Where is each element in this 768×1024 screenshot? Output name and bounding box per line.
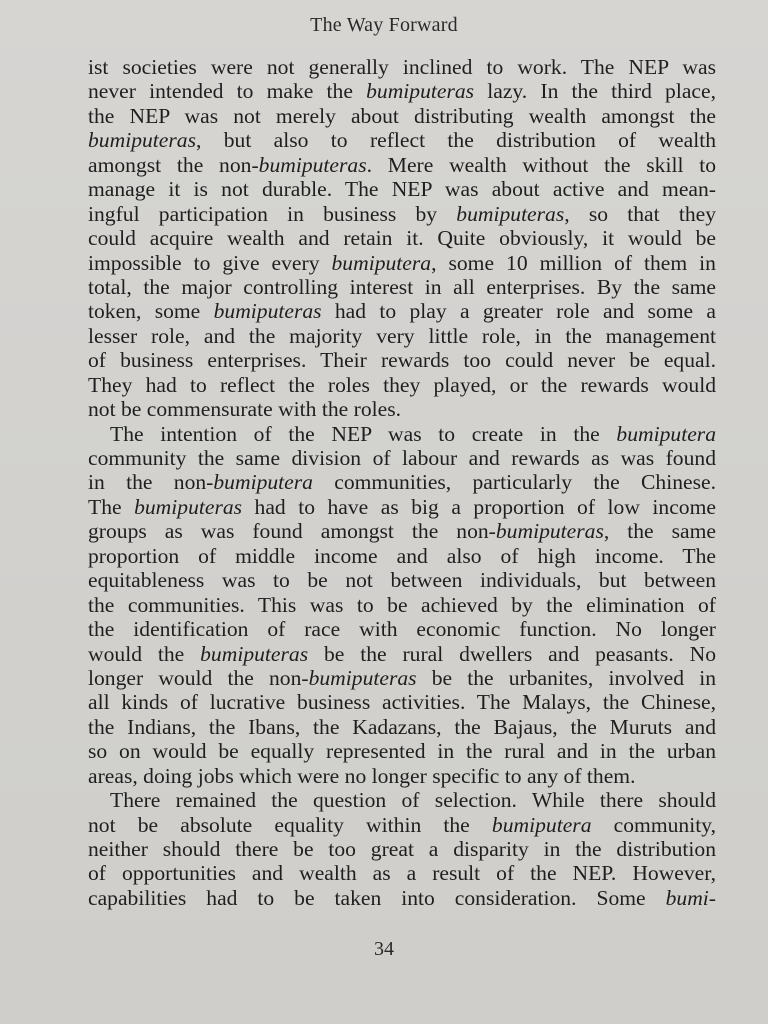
italic-term: bumiputera (331, 250, 432, 275)
text-run: never intended to make the (88, 79, 367, 104)
text-run: ingful participation in business by (88, 201, 457, 226)
italic-term: bumiputeras (213, 299, 322, 324)
text-run: be the urbanites, involved in (416, 665, 716, 690)
page-number: 34 (374, 938, 394, 960)
text-run: would the (88, 641, 201, 666)
text-line (88, 593, 716, 617)
text-line (88, 422, 716, 446)
text-line (88, 886, 716, 910)
text-run: groups as was found amongst the non- (88, 519, 496, 544)
text-run: The intention of the NEP was to create in the (110, 421, 617, 446)
text-run: ist societies were not generally inclined to work. The NEP was (88, 55, 716, 79)
text-line (88, 470, 716, 494)
italic-term: bumiputera (491, 812, 592, 837)
text-line (88, 177, 716, 201)
text-line (88, 764, 716, 788)
text-line (88, 861, 716, 885)
text-run: proportion of middle income and also of high income. The (88, 543, 716, 568)
text-line (88, 813, 716, 837)
italic-term: bumiputeras (308, 665, 417, 690)
text-run: could acquire wealth and retain it. Quite obviously, it would be (88, 226, 716, 251)
text-run: of business enterprises. Their rewards too could never be equal. (88, 348, 716, 373)
text-line (88, 299, 716, 323)
text-run: had to have as big a proportion of low income (242, 494, 716, 519)
text-run: , but also to reflect the distribution of wealth (195, 128, 716, 153)
text-run: the NEP was not merely about distributing wealth amongst the (88, 103, 716, 128)
text-run: of opportunities and wealth as a result of the NEP. However, (88, 861, 716, 886)
text-run: the identification of race with economic function. No longer (88, 617, 716, 642)
text-line (88, 495, 716, 519)
text-line (88, 251, 716, 275)
italic-term: bumiputeras (456, 201, 565, 226)
text-line (88, 568, 716, 592)
text-line (88, 690, 716, 714)
text-run: community, (591, 812, 717, 837)
text-run: There remained the question of selection. While there should (110, 788, 716, 813)
text-line (88, 153, 716, 177)
text-run: communities, particularly the Chinese. (312, 470, 716, 495)
text-line (88, 715, 716, 739)
text-run: capabilities had to be taken into consideration. Some (88, 885, 666, 910)
text-run: all kinds of lucrative business activities. The Malays, the Chinese, (88, 690, 716, 715)
italic-term: bumiputeras (134, 494, 243, 519)
italic-term: bumiputeras (200, 641, 309, 666)
italic-term: bumiputera (213, 470, 313, 495)
text-run: the communities. This was to be achieved by the elimination of (88, 592, 716, 617)
text-run: in the non- (88, 470, 214, 495)
text-line (88, 617, 716, 641)
text-line (88, 79, 716, 103)
text-run: , some 10 million of them in (431, 250, 716, 275)
text-run: not be commensurate with the roles. (88, 397, 402, 422)
text-run: be the rural dwellers and peasants. No (308, 641, 716, 666)
text-run: . Mere wealth without the skill to (366, 152, 716, 177)
text-line (88, 837, 716, 861)
text-line (88, 55, 716, 79)
text-run: equitableness was to be not between individuals, but between (88, 568, 716, 593)
text-line (88, 642, 716, 666)
text-run: They had to reflect the roles they played, or the rewards would (88, 372, 716, 397)
text-run: not be absolute equality within the (88, 812, 492, 837)
text-run: token, some (88, 299, 214, 324)
text-run: manage it is not durable. The NEP was about active and mean- (88, 177, 716, 202)
text-line (88, 788, 716, 812)
italic-term: bumiputeras (495, 519, 604, 544)
text-run: the Indians, the Ibans, the Kadazans, the Bajaus, the Muruts and (88, 714, 716, 739)
text-run: community the same division of labour and rewards as was found (88, 446, 716, 470)
text-run: longer would the non- (88, 665, 309, 690)
text-line (88, 519, 716, 543)
text-line (88, 397, 716, 421)
italic-term: bumiputeras (88, 128, 196, 153)
text-run: The (88, 494, 135, 519)
text-line (88, 226, 716, 250)
body-text (88, 55, 716, 910)
text-line (88, 104, 716, 128)
text-run: , so that they (564, 201, 716, 226)
text-line (88, 373, 716, 397)
text-line (88, 739, 716, 763)
running-head: The Way Forward (310, 14, 458, 36)
text-line (88, 324, 716, 348)
text-line (88, 446, 716, 470)
text-line (88, 128, 716, 152)
text-run: lesser role, and the majority very little role, in the management (88, 323, 716, 348)
text-line (88, 202, 716, 226)
text-run: so on would be equally represented in the rural and in the urban (88, 739, 716, 764)
text-run: had to play a greater role and some a (321, 299, 716, 324)
text-line (88, 275, 716, 299)
text-run: amongst the non- (88, 152, 259, 177)
italic-term: bumiputeras (366, 79, 475, 104)
text-run: lazy. In the third place, (474, 79, 716, 104)
text-line (88, 544, 716, 568)
text-run: neither should there be too great a disparity in the distribution (88, 837, 716, 861)
text-run: , the same (603, 519, 716, 544)
text-line (88, 666, 716, 690)
text-run: areas, doing jobs which were no longer specific to any of them. (88, 763, 636, 788)
text-run: total, the major controlling interest in all enterprises. By the same (88, 274, 716, 299)
italic-term: bumiputeras (258, 152, 367, 177)
italic-term: bumiputera (616, 421, 716, 446)
text-line (88, 348, 716, 372)
text-run: impossible to give every (88, 250, 332, 275)
italic-term: bumi- (665, 885, 716, 910)
